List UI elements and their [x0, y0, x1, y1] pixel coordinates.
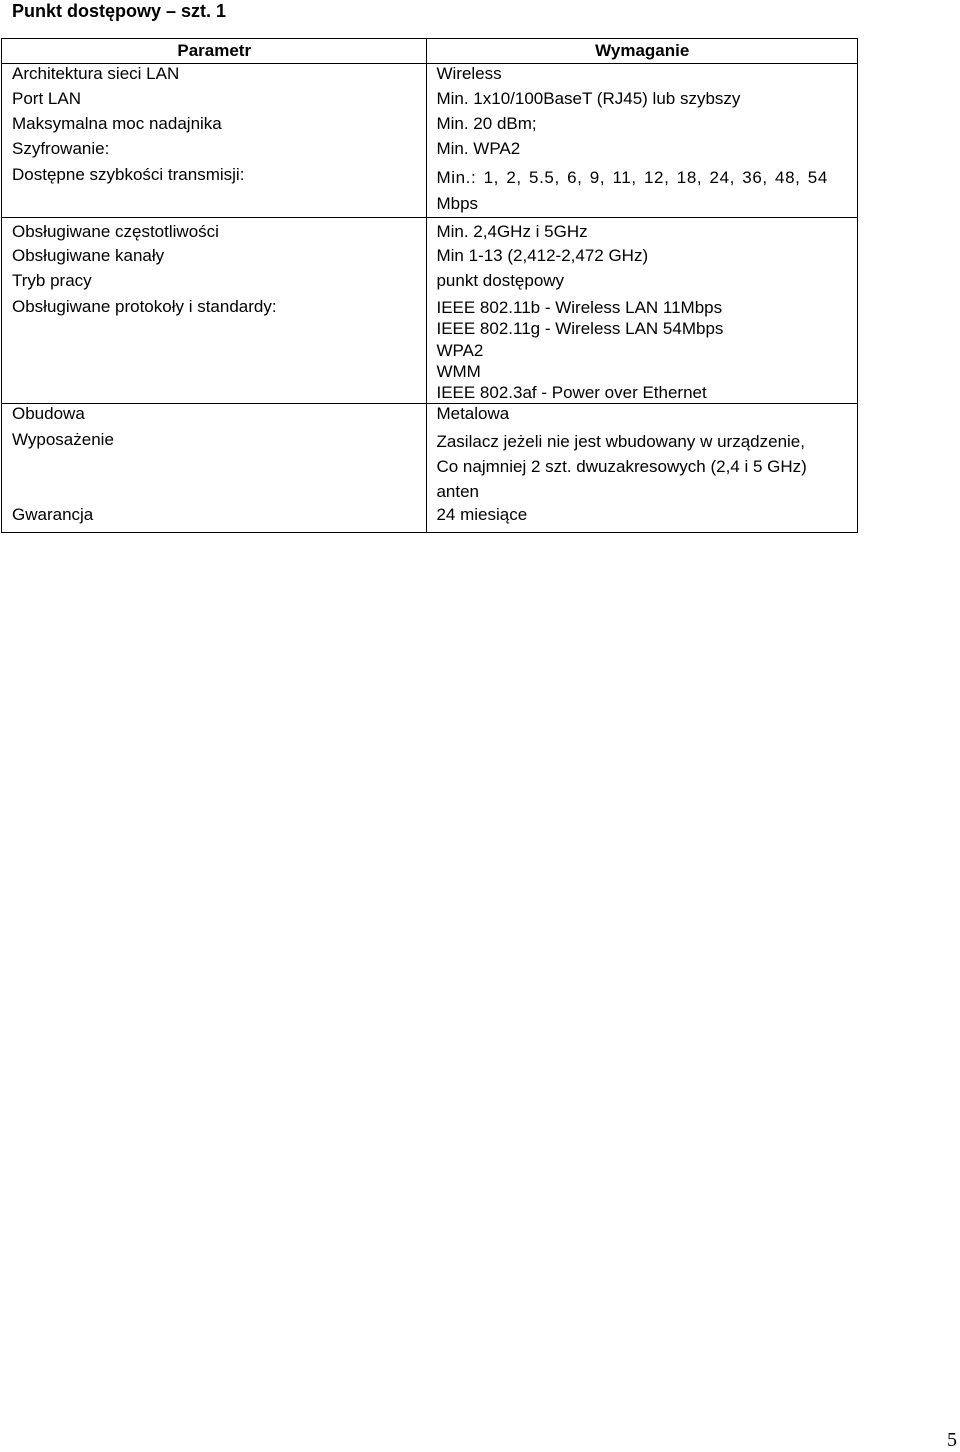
row-value-line: anten [436, 481, 480, 501]
row-param: Obsługiwane protokoły i standardy: [2, 296, 427, 404]
row-param: Obsługiwane częstotliwości [2, 218, 427, 247]
row-value [427, 114, 858, 139]
row-value-line: IEEE 802.11b - Wireless LAN 11Mbps [436, 298, 723, 317]
row-value [427, 296, 858, 404]
table-row [2, 89, 858, 114]
row-value-line: Co najmniej 2 szt. dwuzakresowych (2,4 i 5 GHz) [436, 457, 807, 477]
row-value-line: Min 1-13 (2,412-2,472 GHz) [436, 246, 649, 265]
row-value-line: WPA2 [436, 340, 484, 360]
table-row [2, 64, 858, 90]
row-value-line: Min. 1x10/100BaseT (RJ45) lub szybszy [436, 89, 741, 108]
row-value [427, 271, 858, 296]
table-row [2, 429, 858, 505]
row-param: Maksymalna moc nadajnika [2, 114, 427, 139]
row-value-line: Min. 20 dBm; [436, 114, 537, 133]
row-value-line: Wireless [436, 64, 502, 83]
row-value-line: IEEE 802.3af - Power over Ethernet [436, 383, 707, 403]
row-value-line: punkt dostępowy [436, 271, 565, 290]
table-row [2, 114, 858, 139]
header-param: Parametr [2, 39, 427, 64]
table-row [2, 271, 858, 296]
row-value-line: Zasilacz jeżeli nie jest wbudowany w urządzenie, [436, 432, 805, 452]
row-value [427, 218, 858, 247]
row-value-line: Min. WPA2 [436, 139, 521, 158]
row-value [427, 246, 858, 271]
row-value [427, 164, 858, 218]
page-number: 5 [947, 1429, 957, 1451]
row-value-line: IEEE 802.11g - Wireless LAN 54Mbps [436, 319, 724, 339]
row-param: Architektura sieci LAN [2, 64, 427, 90]
row-value-line: Metalowa [436, 404, 510, 424]
table-row [2, 218, 858, 247]
row-value-line: Min. 2,4GHz i 5GHz [436, 222, 588, 241]
document-title: Punkt dostępowy – szt. 1 [12, 1, 227, 21]
row-value-line: Mbps [436, 194, 479, 213]
row-param: Dostępne szybkości transmisji: [2, 164, 427, 218]
row-value-line: WMM [436, 361, 481, 381]
row-value-line: 24 miesiące [436, 505, 528, 525]
row-param: Wyposażenie [2, 429, 427, 505]
row-param: Obsługiwane kanały [2, 246, 427, 271]
row-param: Tryb pracy [2, 271, 427, 296]
header-requirement: Wymaganie [427, 39, 858, 64]
table-row [2, 139, 858, 164]
row-value [427, 505, 858, 533]
row-param: Gwarancja [2, 505, 427, 533]
row-param: Szyfrowanie: [2, 139, 427, 164]
row-value [427, 139, 858, 164]
table-header-row [2, 39, 858, 64]
row-value [427, 404, 858, 430]
row-value [427, 429, 858, 505]
table-row [2, 164, 858, 218]
table-row [2, 505, 858, 533]
table-row [2, 246, 858, 271]
row-value [427, 89, 858, 114]
row-param: Obudowa [2, 404, 427, 430]
row-value-line: Min.: 1, 2, 5.5, 6, 9, 11, 12, 18, 24, 36, 48, 54 [436, 168, 828, 187]
specification-table [1, 38, 858, 533]
row-value [427, 64, 858, 90]
table-row [2, 296, 858, 404]
row-param: Port LAN [2, 89, 427, 114]
table-row [2, 404, 858, 430]
